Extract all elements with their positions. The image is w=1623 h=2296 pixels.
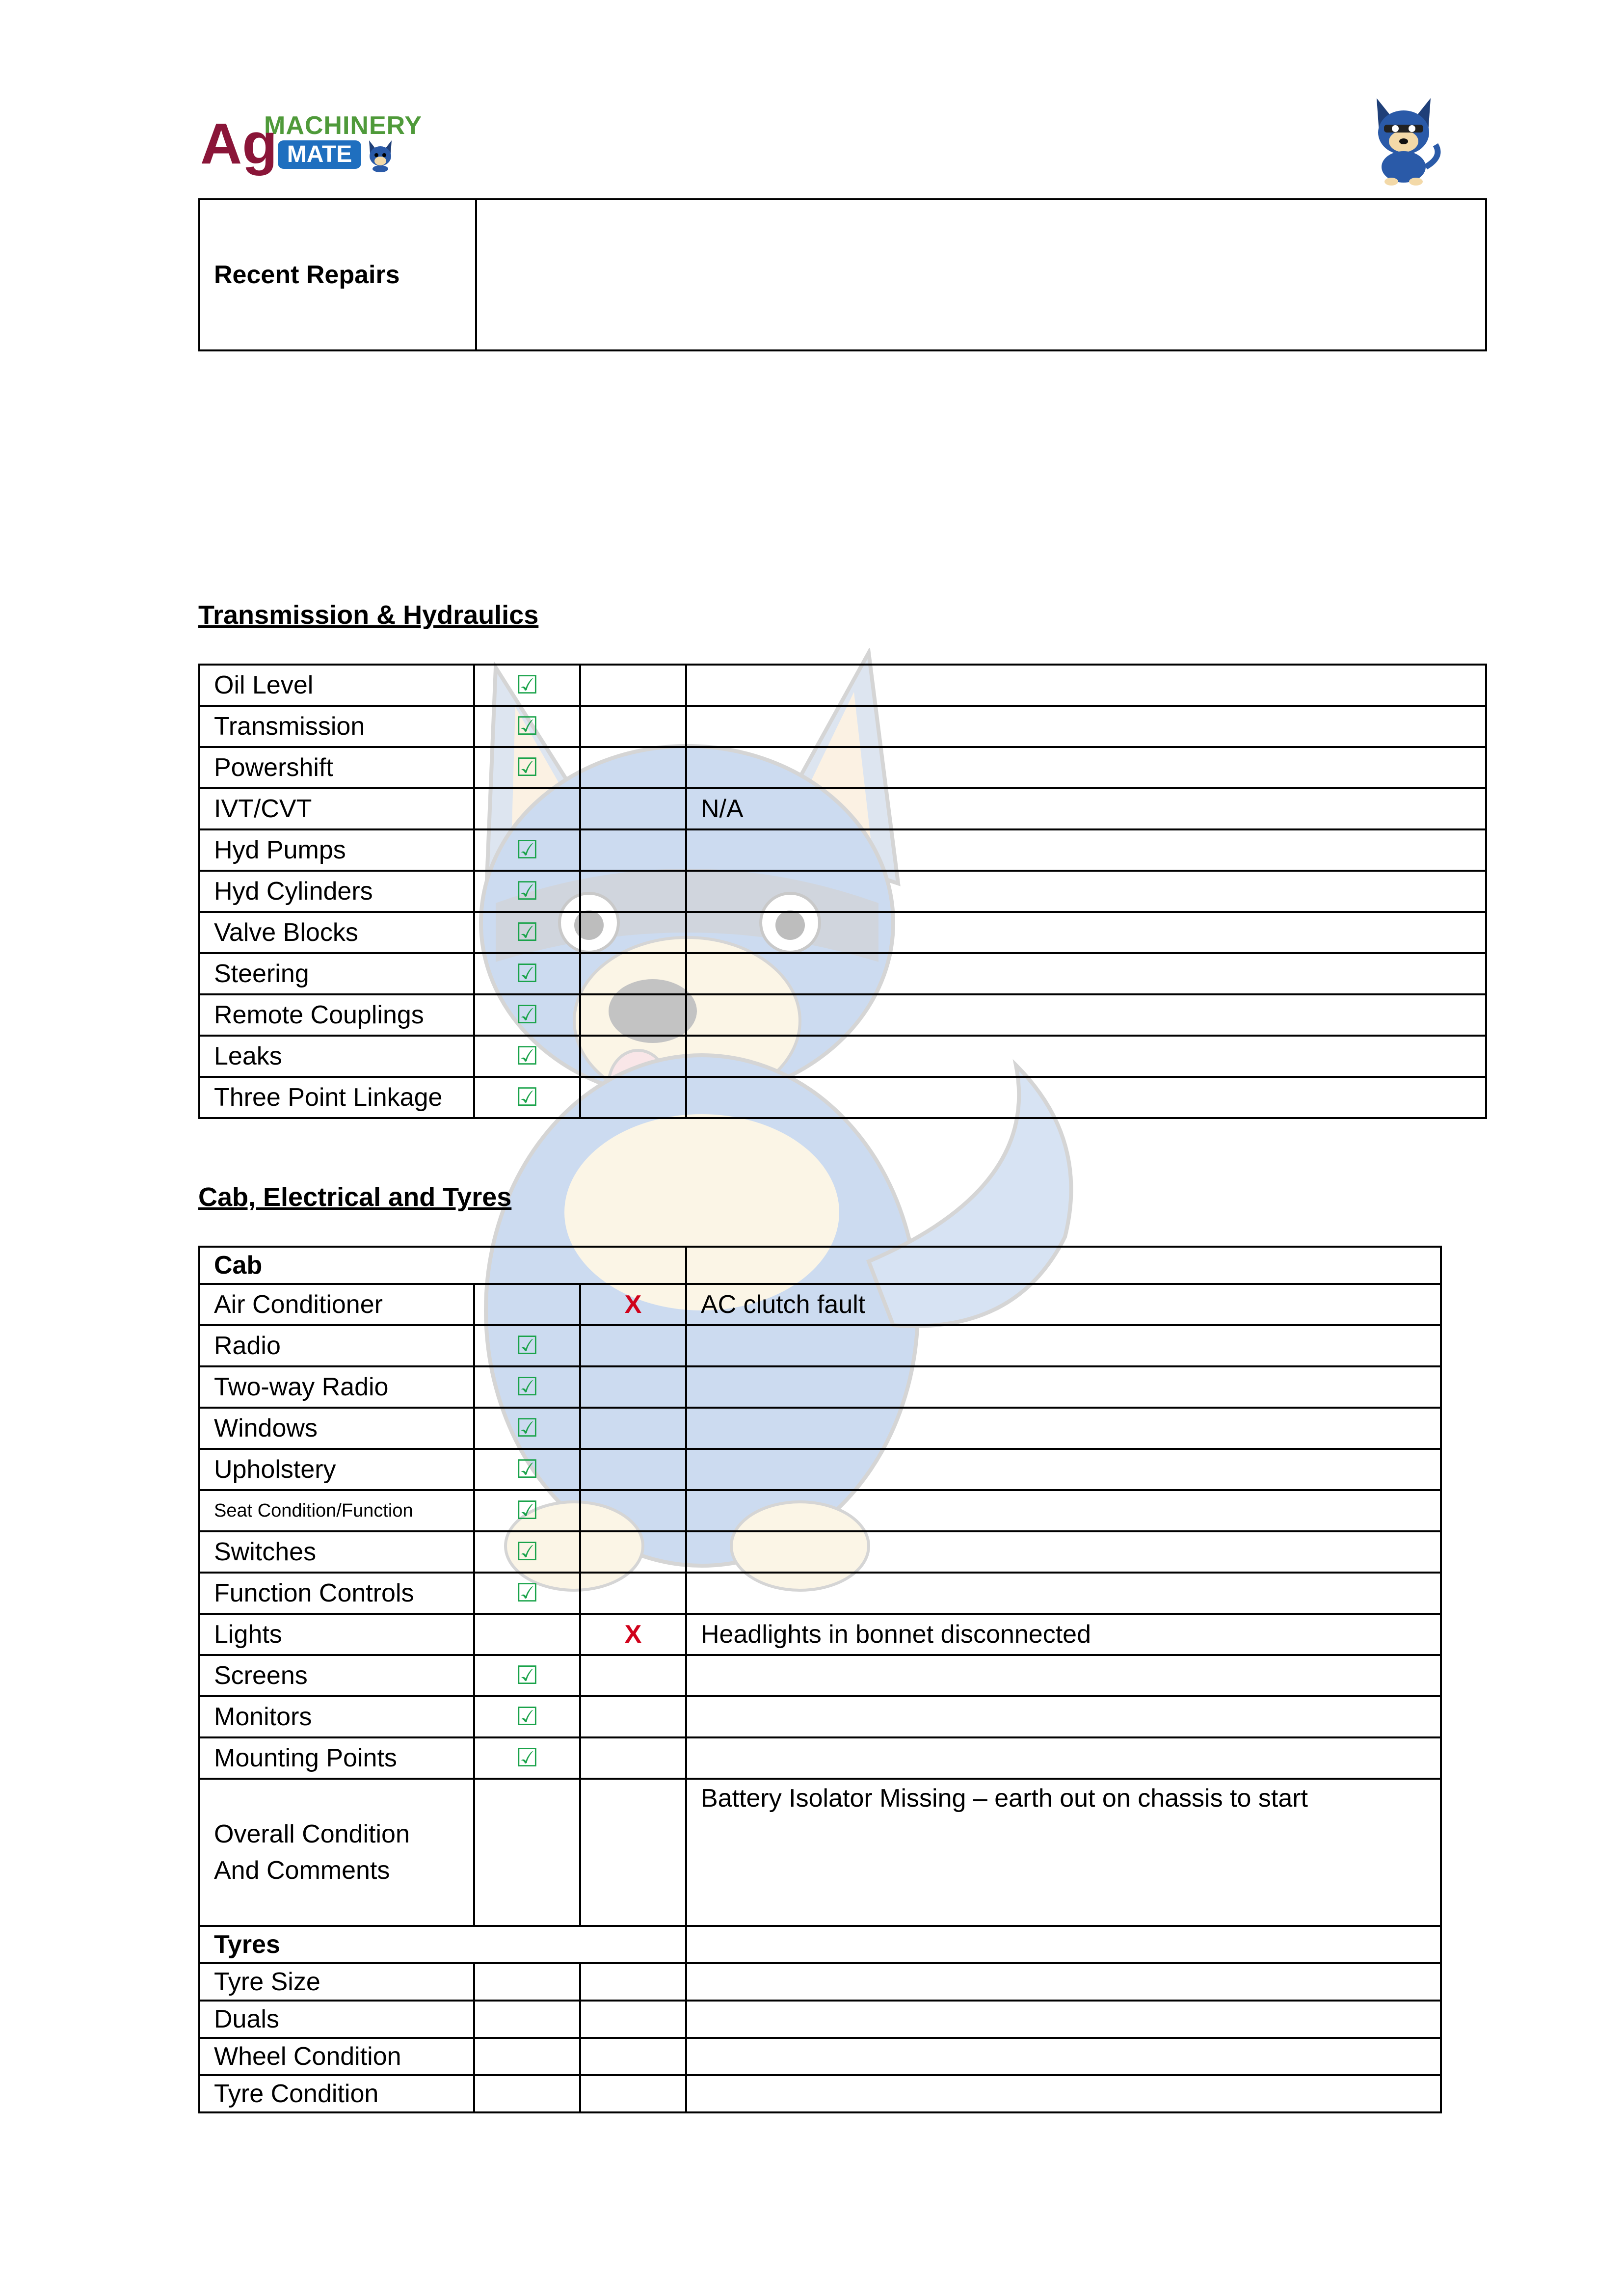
ok-check-cell[interactable]: ☑: [474, 1696, 580, 1737]
fail-cell[interactable]: X: [580, 1284, 686, 1325]
comment-cell[interactable]: [686, 1737, 1441, 1779]
fail-cell[interactable]: X: [580, 1614, 686, 1655]
row-label: Tyre Size: [199, 1963, 474, 2001]
ok-check-cell[interactable]: ☑: [474, 1573, 580, 1614]
overall-condition-label: [199, 1779, 474, 1926]
comment-cell[interactable]: [686, 1247, 1441, 1284]
table-row: [199, 2075, 1441, 2112]
ok-check-cell[interactable]: ☑: [474, 1366, 580, 1408]
fail-cell[interactable]: [580, 1077, 686, 1118]
row-label: Windows: [199, 1408, 474, 1449]
ok-check-cell[interactable]: ☑: [474, 871, 580, 912]
comment-cell[interactable]: [686, 1036, 1486, 1077]
row-label: Wheel Condition: [199, 2038, 474, 2075]
ok-check-cell[interactable]: [474, 788, 580, 829]
comment-cell[interactable]: [686, 994, 1486, 1036]
comment-cell[interactable]: AC clutch fault: [686, 1284, 1441, 1325]
comment-cell[interactable]: [686, 2075, 1441, 2112]
fail-cell[interactable]: [580, 1696, 686, 1737]
fail-cell[interactable]: [580, 1655, 686, 1696]
fail-cell[interactable]: [580, 1737, 686, 1779]
fail-cell[interactable]: [580, 788, 686, 829]
table-row: [199, 788, 1486, 829]
dog-mascot-icon: [1362, 93, 1445, 187]
recent-repairs-value[interactable]: [476, 199, 1486, 350]
overall-label-line2: And Comments: [214, 1856, 390, 1885]
table-row: [199, 2001, 1441, 2038]
cab-heading: Cab: [199, 1247, 686, 1284]
comment-cell[interactable]: Headlights in bonnet disconnected: [686, 1614, 1441, 1655]
row-label: Upholstery: [199, 1449, 474, 1490]
table-row: [199, 1366, 1441, 1408]
row-label: Powershift: [199, 747, 474, 788]
table-row: [199, 1696, 1441, 1737]
table-row: [199, 1284, 1441, 1325]
section-heading-row: [199, 1926, 1441, 1963]
fail-cell[interactable]: [580, 1036, 686, 1077]
comment-cell[interactable]: [686, 1366, 1441, 1408]
comment-cell[interactable]: [686, 1696, 1441, 1737]
fail-cell[interactable]: [580, 1366, 686, 1408]
comment-cell[interactable]: [686, 1531, 1441, 1573]
table-row: [199, 912, 1486, 953]
logo-ag-text: Ag: [200, 111, 278, 176]
fail-cell[interactable]: [580, 1325, 686, 1366]
row-label: Hyd Pumps: [199, 829, 474, 871]
fail-cell[interactable]: [580, 829, 686, 871]
fail-cell[interactable]: [580, 1531, 686, 1573]
logo-machinery-text: MACHINERY: [264, 111, 422, 140]
row-label: Mounting Points: [199, 1737, 474, 1779]
table-row: [199, 1077, 1486, 1118]
table-row: [199, 994, 1486, 1036]
fail-cell[interactable]: [580, 1449, 686, 1490]
row-label: Tyre Condition: [199, 2075, 474, 2112]
comment-cell[interactable]: N/A: [686, 788, 1486, 829]
comment-cell[interactable]: [686, 2001, 1441, 2038]
tyres-heading: Tyres: [199, 1926, 686, 1963]
table-row: [199, 1737, 1441, 1779]
table-row: [199, 1531, 1441, 1573]
comment-cell[interactable]: [686, 706, 1486, 747]
fail-cell[interactable]: [580, 994, 686, 1036]
comment-cell[interactable]: [686, 829, 1486, 871]
ok-check-cell[interactable]: ☑: [474, 706, 580, 747]
comment-cell[interactable]: [686, 1449, 1441, 1490]
row-label: Air Conditioner: [199, 1284, 474, 1325]
fail-cell[interactable]: [580, 1408, 686, 1449]
row-label: Remote Couplings: [199, 994, 474, 1036]
ok-check-cell[interactable]: ☑: [474, 1531, 580, 1573]
ok-check-cell[interactable]: [474, 2075, 580, 2112]
ok-check-cell[interactable]: ☑: [474, 1077, 580, 1118]
cab-electrical-tyres-table: [198, 1246, 1442, 2113]
ok-check-cell[interactable]: ☑: [474, 747, 580, 788]
ok-check-cell[interactable]: [474, 2001, 580, 2038]
fail-cell[interactable]: [580, 1963, 686, 2001]
row-label: IVT/CVT: [199, 788, 474, 829]
comment-cell[interactable]: [686, 1077, 1486, 1118]
section-heading-row: [199, 1247, 1441, 1284]
fail-cell[interactable]: [580, 706, 686, 747]
table-row: [199, 953, 1486, 994]
table-row: [199, 1408, 1441, 1449]
table-row: [199, 829, 1486, 871]
ok-check-cell[interactable]: ☑: [474, 665, 580, 706]
row-label: Switches: [199, 1531, 474, 1573]
comment-cell[interactable]: [686, 1573, 1441, 1614]
comment-cell[interactable]: [686, 747, 1486, 788]
table-row: [199, 2038, 1441, 2075]
comment-cell[interactable]: [686, 1408, 1441, 1449]
ok-check-cell[interactable]: ☑: [474, 1655, 580, 1696]
fail-cell[interactable]: [580, 2038, 686, 2075]
comment-cell[interactable]: [686, 1325, 1441, 1366]
ok-check-cell[interactable]: ☑: [474, 1408, 580, 1449]
fail-cell[interactable]: [580, 871, 686, 912]
ok-check-cell[interactable]: ☑: [474, 912, 580, 953]
row-label: Radio: [199, 1325, 474, 1366]
table-row: [199, 1325, 1441, 1366]
ok-check-cell[interactable]: ☑: [474, 1449, 580, 1490]
row-label: Duals: [199, 2001, 474, 2038]
ok-check-cell[interactable]: [474, 1779, 580, 1926]
row-label: Function Controls: [199, 1573, 474, 1614]
ok-check-cell[interactable]: ☑: [474, 1325, 580, 1366]
table-row: [199, 1490, 1441, 1531]
comment-cell[interactable]: [686, 665, 1486, 706]
logo-mate-badge: MATE: [278, 140, 361, 169]
table-row: [199, 1449, 1441, 1490]
table-row: [199, 1573, 1441, 1614]
fail-cell[interactable]: [580, 1490, 686, 1531]
agmachinerymate-logo: [200, 111, 422, 176]
comment-cell[interactable]: [686, 1963, 1441, 2001]
row-label: Oil Level: [199, 665, 474, 706]
fail-cell[interactable]: [580, 1573, 686, 1614]
fail-cell[interactable]: [580, 2001, 686, 2038]
row-label: Monitors: [199, 1696, 474, 1737]
ok-check-cell[interactable]: ☑: [474, 1490, 580, 1531]
comment-cell[interactable]: [686, 1655, 1441, 1696]
row-label: Transmission: [199, 706, 474, 747]
row-label: Valve Blocks: [199, 912, 474, 953]
comment-cell[interactable]: [686, 871, 1486, 912]
table-row: [199, 871, 1486, 912]
fail-cell[interactable]: [580, 2075, 686, 2112]
table-row: [199, 1614, 1441, 1655]
ok-check-cell[interactable]: [474, 1284, 580, 1325]
table-row: [199, 665, 1486, 706]
row-label: Leaks: [199, 1036, 474, 1077]
row-label: Hyd Cylinders: [199, 871, 474, 912]
overall-comment-cell[interactable]: Battery Isolator Missing – earth out on chassis to start: [686, 1779, 1441, 1926]
fail-cell[interactable]: [580, 912, 686, 953]
fail-cell[interactable]: [580, 747, 686, 788]
table-row: [199, 706, 1486, 747]
comment-cell[interactable]: [686, 1926, 1441, 1963]
row-label: Two-way Radio: [199, 1366, 474, 1408]
table-row: [199, 1036, 1486, 1077]
recent-repairs-label: Recent Repairs: [199, 199, 476, 350]
row-label: Steering: [199, 953, 474, 994]
overall-label-line1: Overall Condition: [214, 1820, 410, 1848]
table-row: [199, 1655, 1441, 1696]
fail-cell[interactable]: [580, 665, 686, 706]
recent-repairs-table: [198, 198, 1487, 351]
row-label: Three Point Linkage: [199, 1077, 474, 1118]
table-row: [199, 747, 1486, 788]
overall-condition-row: [199, 1779, 1441, 1926]
ok-check-cell[interactable]: ☑: [474, 953, 580, 994]
ok-check-cell[interactable]: ☑: [474, 1737, 580, 1779]
ok-check-cell[interactable]: [474, 1614, 580, 1655]
ok-check-cell[interactable]: ☑: [474, 829, 580, 871]
fail-cell[interactable]: [580, 1779, 686, 1926]
comment-cell[interactable]: [686, 953, 1486, 994]
ok-check-cell[interactable]: [474, 1963, 580, 2001]
fail-cell[interactable]: [580, 953, 686, 994]
transmission-table: [198, 664, 1487, 1119]
ok-check-cell[interactable]: ☑: [474, 1036, 580, 1077]
comment-cell[interactable]: [686, 912, 1486, 953]
row-label: Seat Condition/Function: [199, 1490, 474, 1531]
logo-dog-icon: [365, 138, 396, 173]
row-label: Screens: [199, 1655, 474, 1696]
row-label: Lights: [199, 1614, 474, 1655]
table-row: [199, 1963, 1441, 2001]
cab-section-title: Cab, Electrical and Tyres: [198, 1182, 512, 1212]
transmission-section-title: Transmission & Hydraulics: [198, 600, 539, 630]
ok-check-cell[interactable]: ☑: [474, 994, 580, 1036]
comment-cell[interactable]: [686, 1490, 1441, 1531]
ok-check-cell[interactable]: [474, 2038, 580, 2075]
comment-cell[interactable]: [686, 2038, 1441, 2075]
